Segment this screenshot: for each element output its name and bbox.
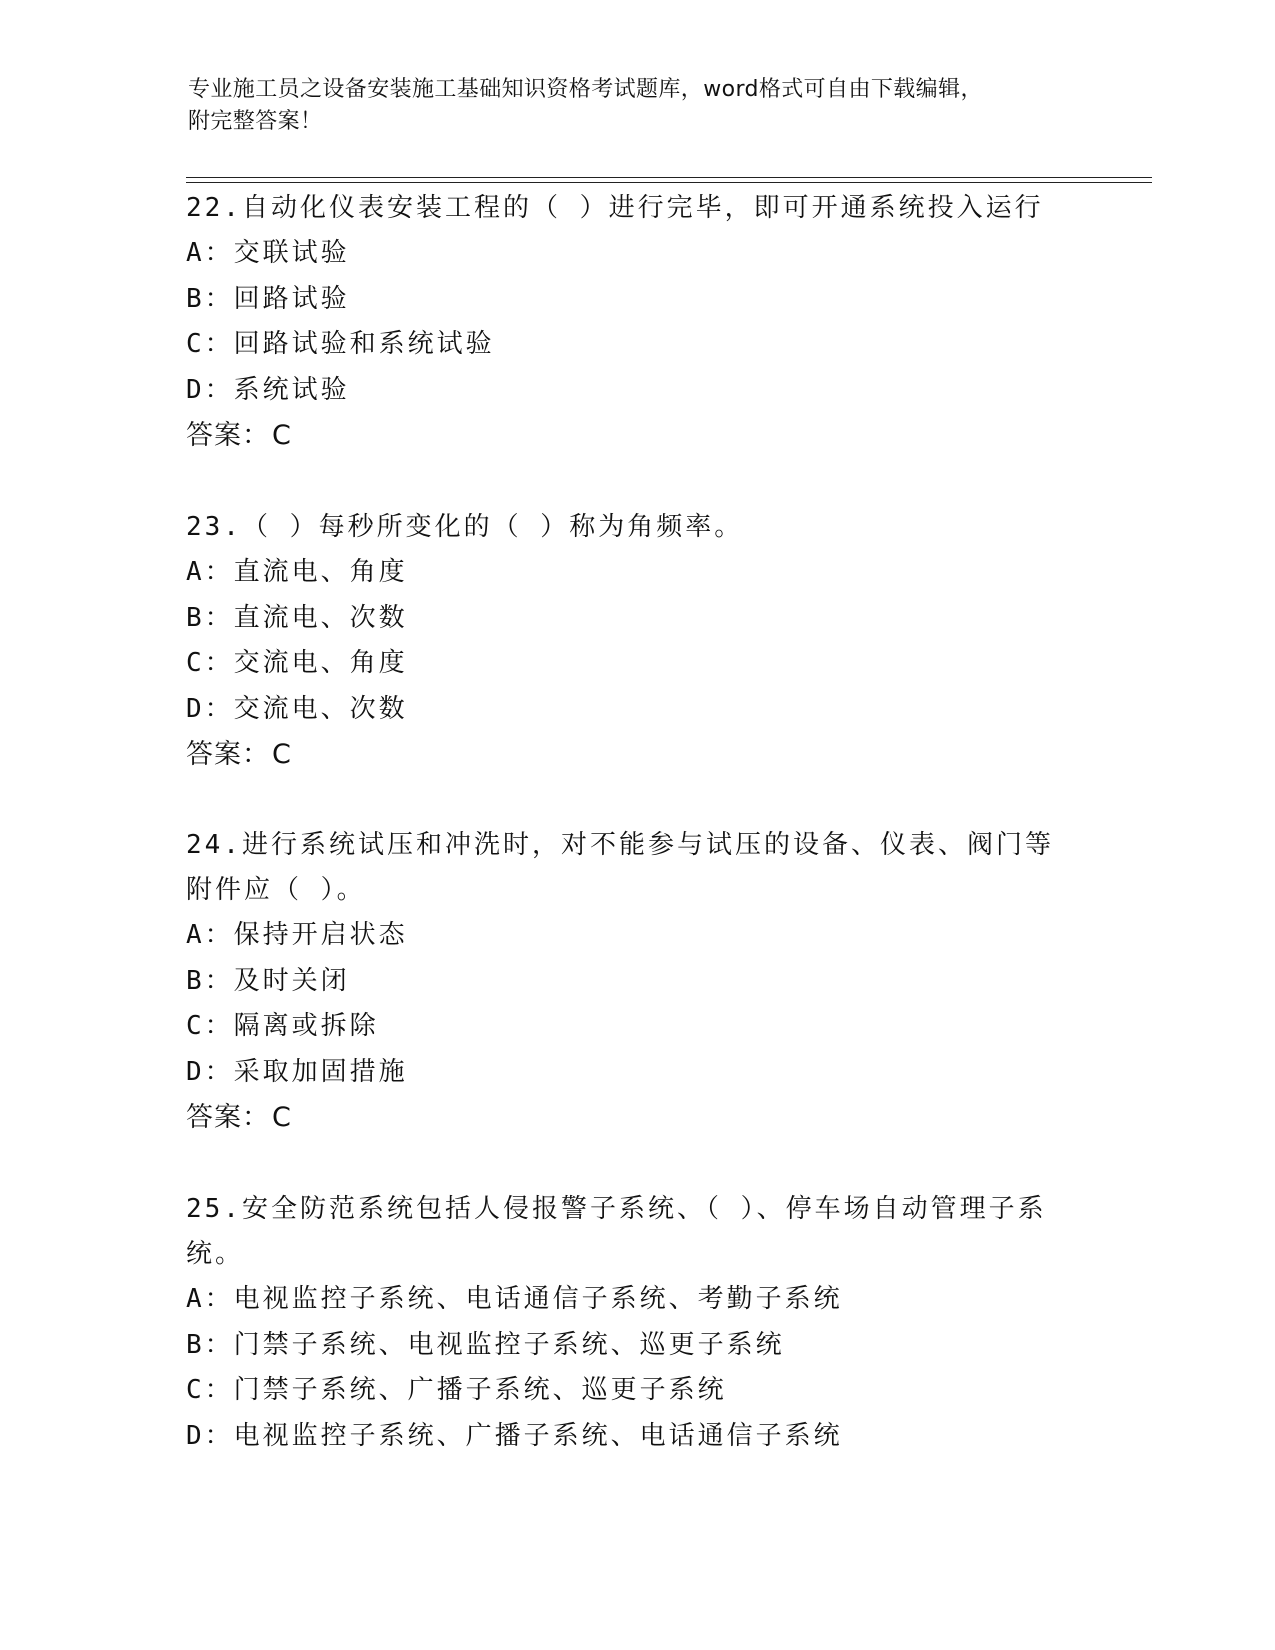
option-b: B：门禁子系统、电视监控子系统、巡更子系统 <box>186 1329 785 1360</box>
option-c: C：门禁子系统、广播子系统、巡更子系统 <box>186 1375 727 1405</box>
answer-value: C <box>272 739 292 770</box>
question-stem: 23.（ ）每秒所变化的（ ）称为角频率。 <box>186 512 744 542</box>
answer <box>186 413 1086 458</box>
option-b: B：回路试验 <box>186 283 350 314</box>
option-c: C：交流电、角度 <box>186 648 408 678</box>
answer-value: C <box>272 420 292 451</box>
option-b: B：及时关闭 <box>186 965 350 996</box>
option-d: D：系统试验 <box>186 374 350 405</box>
answer-label: 答案： <box>186 420 270 451</box>
header-line-2: 附完整答案！ <box>188 109 323 134</box>
answer-value: C <box>272 1102 292 1133</box>
answer-label: 答案： <box>186 1102 270 1133</box>
question-stem: 24.进行系统试压和冲洗时，对不能参与试压的设备、仪表、阀门等附件应（ ）。 <box>186 830 1054 905</box>
option-d: D：交流电、次数 <box>186 693 408 724</box>
option-d: D：采取加固措施 <box>186 1056 408 1087</box>
option-a: A：交联试验 <box>186 238 350 268</box>
answer-label: 答案： <box>186 739 270 770</box>
header-line-1: 专业施工员之设备安装施工基础知识资格考试题库，word格式可自由下载编辑， <box>188 77 983 102</box>
question-24 <box>186 823 1086 1140</box>
option-b: B：直流电、次数 <box>186 602 408 633</box>
question-stem: 25.安全防范系统包括人侵报警子系统、（ ）、停车场自动管理子系统。 <box>186 1194 1047 1269</box>
question-25 <box>186 1187 1086 1459</box>
option-c: C：回路试验和系统试验 <box>186 329 495 359</box>
document-header <box>188 74 1068 138</box>
header-divider-top <box>186 177 1152 178</box>
question-22 <box>186 186 1086 458</box>
answer <box>186 1095 1086 1140</box>
question-23 <box>186 505 1086 777</box>
question-stem: 22.自动化仪表安装工程的（ ）进行完毕，即可开通系统投入运行 <box>186 193 1044 223</box>
header-divider-bottom <box>186 182 1152 183</box>
answer <box>186 732 1086 777</box>
option-c: C：隔离或拆除 <box>186 1011 379 1041</box>
option-a: A：保持开启状态 <box>186 920 408 950</box>
option-d: D：电视监控子系统、广播子系统、电话通信子系统 <box>186 1420 843 1451</box>
option-a: A：电视监控子系统、电话通信子系统、考勤子系统 <box>186 1284 843 1314</box>
option-a: A：直流电、角度 <box>186 557 408 587</box>
